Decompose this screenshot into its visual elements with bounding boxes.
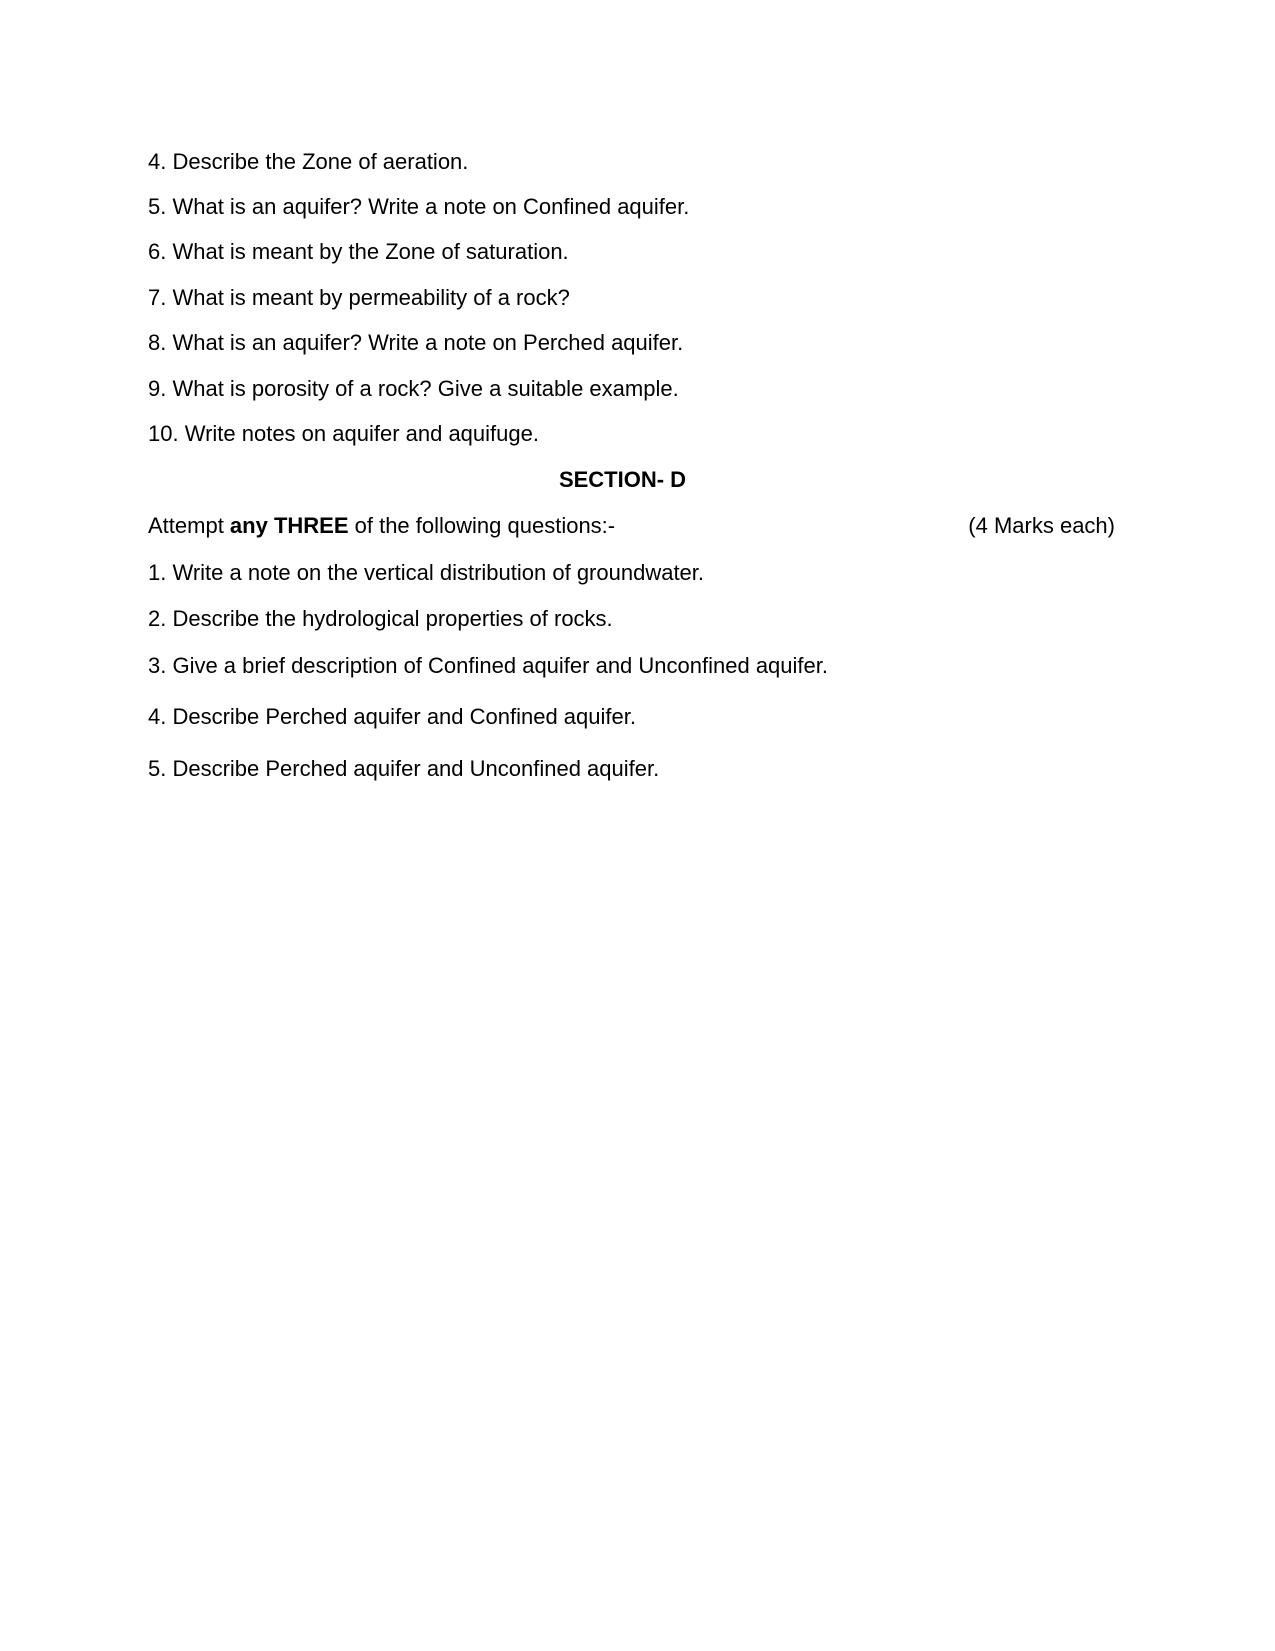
- marks-note: (4 Marks each): [968, 513, 1115, 538]
- question-d-5: 5. Describe Perched aquifer and Unconfined aquifer.: [148, 756, 660, 781]
- instruction-emphasis: any THREE: [229, 513, 349, 538]
- instruction-suffix: of the following questions:-: [348, 513, 616, 538]
- instruction-prefix: Attempt: [148, 513, 230, 538]
- question-d-1: 1. Write a note on the vertical distribution of groundwater.: [148, 560, 705, 585]
- question-d-4: 4. Describe Perched aquifer and Confined aquifer.: [148, 704, 636, 729]
- question-c-10: 10. Write notes on aquifer and aquifuge.: [148, 421, 539, 446]
- question-c-5: 5. What is an aquifer? Write a note on Confined aquifer.: [148, 194, 690, 219]
- question-d-2: 2. Describe the hydrological properties of rocks.: [148, 606, 613, 631]
- question-c-7: 7. What is meant by permeability of a rock?: [148, 285, 570, 310]
- question-c-8: 8. What is an aquifer? Write a note on Perched aquifer.: [148, 330, 684, 355]
- question-c-9: 9. What is porosity of a rock? Give a suitable example.: [148, 376, 679, 401]
- question-c-6: 6. What is meant by the Zone of saturation.: [148, 239, 569, 264]
- question-d-3: 3. Give a brief description of Confined aquifer and Unconfined aquifer.: [148, 653, 828, 678]
- section-d-instruction: [148, 513, 615, 539]
- question-c-4: 4. Describe the Zone of aeration.: [148, 149, 469, 174]
- section-d-title: SECTION- D: [558, 467, 687, 492]
